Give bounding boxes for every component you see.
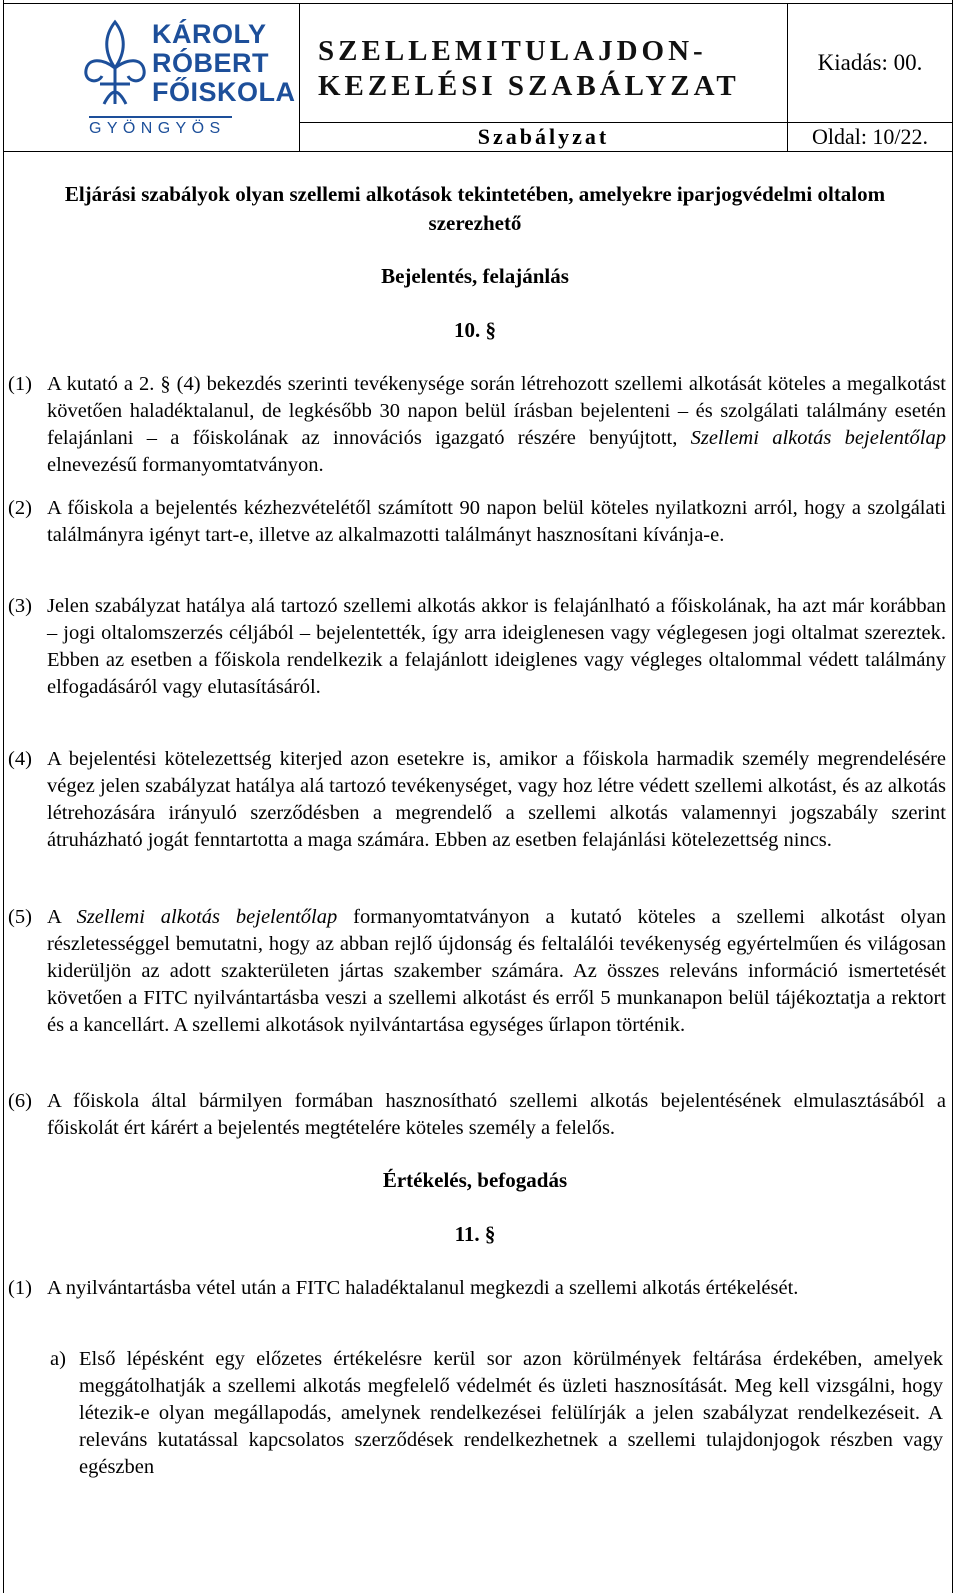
list-item-text: Első lépésként egy előzetes értékelésre kerül sor azon körülmények feltárása érdekében, amelyek meggátolhatják a szellemi alkotás megfelelő védelmét és üzleti hasznosítását. Meg kell vizsgálni, hogy létezik-e olyan megállapodás, amelynek rendelkezései felülírják a jelen szabályzat rendelkezéseit. A releváns kutatással kapcsolatos szerződések rendelkezhetnek a szellemi tulajdonjogok részben vagy egészben [79, 1348, 943, 1478]
paragraph-text: A nyilvántartásba vétel után a FITC haladéktalanul megkezdi a szellemi alkotás értékelését. [47, 1277, 799, 1299]
paragraph-text: A főiskola a bejelentés kézhezvételétől számított 90 napon belül köteles nyilatkozni arról, hogy a szolgálati találmányra igényt tart-e, illetve az alkalmazotti találmányt hasznosítani kívánja-e. [47, 497, 946, 546]
subsection-heading: Értékelés, befogadás [382, 1168, 568, 1192]
paragraph-text: A főiskola által bármilyen formában hasznosítható szellemi alkotás bejelentésének elmulasztásából a főiskolát ért kárért a bejelentés megtételére köteles személy a felelős. [47, 1090, 946, 1139]
logo-cell [4, 4, 300, 151]
paragraph-text [47, 371, 946, 479]
paragraph [8, 746, 946, 854]
paragraph-number: (2) [8, 497, 32, 519]
fleur-de-lis-icon [82, 18, 148, 114]
subtitle-cell [300, 123, 788, 151]
form-name: Szellemi alkotás bejelentőlap [690, 427, 946, 449]
paragraph-number: (6) [8, 1090, 32, 1112]
paragraph-text-part: A kutató a 2. § (4) bekezdés szerinti tevékenysége során létrehozott szellemi alkotását köteles a megalkotást követően haladéktalanul, de legkésőbb 30 napon belül írásban bejelenteni – és szolgálati találmány esetén felajánlani – a főiskolának az innovációs igazgató részére benyújtott, [47, 373, 946, 449]
list-item [50, 1346, 943, 1481]
section-number: 10. § [454, 318, 496, 342]
logo-name-line: KÁROLY [152, 19, 267, 49]
paragraph-number: (3) [8, 595, 32, 617]
logo-city: GYÖNGYÖS [89, 120, 226, 137]
paragraph-text-part: elnevezésű formanyomtatványon. [47, 454, 324, 476]
subsection-heading: Bejelentés, felajánlás [381, 264, 569, 288]
list-item-marker: a) [50, 1348, 66, 1370]
paragraph-number: (1) [8, 1277, 32, 1299]
section-number: 11. § [454, 1222, 496, 1246]
paragraph [8, 904, 946, 1039]
paragraph-text-part: A [47, 906, 77, 928]
document-header [3, 3, 953, 152]
paragraph-text-part: formanyomtatványon a kutató köteles a szellemi alkotást olyan részletességgel bemutatni, hogy az abban rejlő újdonság és feltalálói tevékenység egyértelműen és világosan kiderüljön az adott szakterületen jártas szakember számára. Az összes releváns információ ismertetését követően a FITC nyilvántartásba veszi a szellemi alkotást és erről 5 munkanapon belül tájékoztatja a rektort és a kancellárt. A szellemi alkotások nyilvántartása egységes űrlapon történik. [47, 906, 946, 1036]
document-title [318, 34, 740, 104]
page-number-cell [788, 123, 952, 151]
page-number: Oldal: 10/22. [811, 124, 929, 149]
paragraph [8, 1088, 946, 1142]
edition-label: Kiadás: 00. [817, 50, 923, 75]
paragraph-number: (4) [8, 748, 32, 770]
paragraph-number: (1) [8, 373, 32, 395]
paragraph [8, 593, 946, 701]
paragraph [8, 1275, 946, 1302]
paragraph-number: (5) [8, 906, 32, 928]
edition-cell [788, 4, 952, 123]
paragraph [8, 495, 946, 549]
logo-divider [89, 116, 232, 118]
logo-name-line: FŐISKOLA [152, 77, 296, 107]
paragraph [8, 371, 946, 479]
form-name: Szellemi alkotás bejelentőlap [76, 906, 338, 928]
logo-name-line: RÓBERT [152, 48, 269, 78]
paragraph-text [47, 904, 946, 1039]
title-line: KEZELÉSI SZABÁLYZAT [318, 70, 740, 102]
paragraph-text: Jelen szabályzat hatálya alá tartozó szellemi alkotás akkor is felajánlható a főiskolának, ha azt már korábban – jogi oltalomszerzés céljából – bejelentették, így arra ideiglenesen vagy véglegesen jogi oltalmat szereztek. Ebben az esetben a főiskola rendelkezik a felajánlott ideiglenes vagy végleges oltalommal védett találmány elfogadásáról vagy elutasításáról. [47, 595, 946, 698]
paragraph-text: A bejelentési kötelezettség kiterjed azon esetekre is, amikor a főiskola harmadik személy megrendelésére végez jelen szabályzat hatálya alá tartozó tevékenységet, vagy hoz létre védett szellemi alkotást, és az alkotás létrehozására irányuló szerződésben a megrendelő a szellemi alkotás valamennyi jogszabály szerint átruházható jogát fenntartotta a maga számára. Ebben az esetben felajánlási kötelezettség nincs. [47, 748, 946, 851]
logo-name [152, 20, 296, 107]
title-line: SZELLEMITULAJDON- [318, 35, 707, 67]
document-subtitle: Szabályzat [477, 124, 610, 149]
title-cell [300, 4, 788, 123]
section-title: Eljárási szabályok olyan szellemi alkotások tekintetében, amelyekre iparjogvédelmi oltalom szerezhető [64, 182, 886, 235]
